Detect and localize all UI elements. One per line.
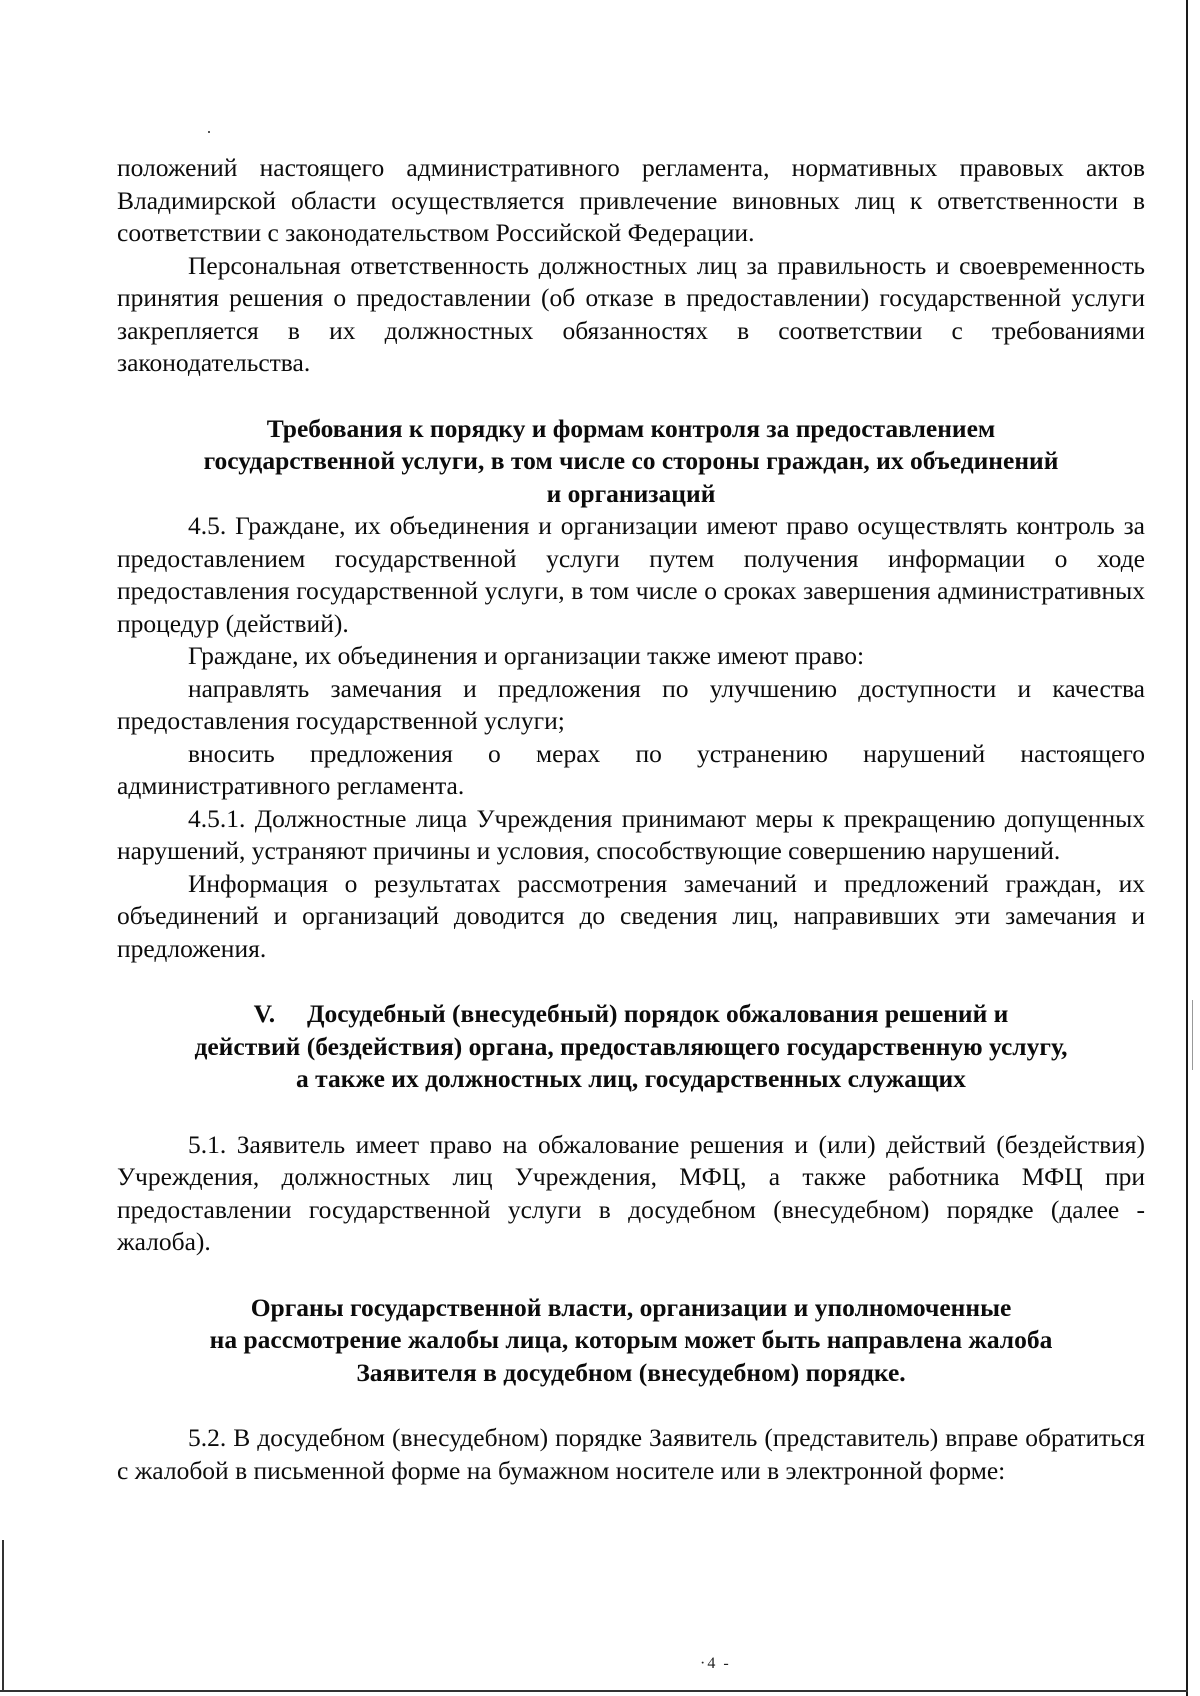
paragraph-results-info: Информация о результатах рассмотрения замечаний и предложений граждан, их объединений и организаций доводится до сведения лиц, направивших эти замечания и предложения. <box>117 868 1145 963</box>
scan-artifact-dot <box>208 131 210 133</box>
scan-mark-right <box>1192 1000 1193 1070</box>
heading-line: Заявителя в досудебном (внесудебном) порядке. <box>356 1357 906 1387</box>
paragraph-liability: положений настоящего административного регламента, нормативных правовых актов Владимирской области осуществляется привлечение виновных лиц к ответственности в соответствии с законодательством Российской Федерации. <box>117 153 1145 247</box>
paragraph-proposals: вносить предложения о мерах по устранению нарушений настоящего административного регламента. <box>117 738 1145 800</box>
scan-border-right <box>1186 0 1188 1696</box>
heading-line: и организаций <box>546 478 716 508</box>
scan-border-left <box>2 1540 4 1690</box>
heading-line: Требования к порядку и формам контроля за предоставлением <box>266 413 996 443</box>
document-body <box>117 152 1145 1487</box>
scan-border-bottom <box>0 1690 1188 1692</box>
heading-line: Органы государственной власти, организации и уполномоченные <box>250 1292 1012 1322</box>
heading-line: а также их должностных лиц, государственных служащих <box>296 1064 966 1093</box>
paragraph-4-5: 4.5. Граждане, их объединения и организации имеют право осуществлять контроль за предоставлением государственной услуги путем получения информации о ходе предоставления государственной услуги, в том числе о сроках завершения административных процедур (действий). <box>117 511 1145 638</box>
heading-line: государственной услуги, в том числе со стороны граждан, их объединений <box>203 446 1059 475</box>
heading-line: на рассмотрение жалобы лица, которым может быть направлена жалоба <box>209 1325 1053 1354</box>
paragraph-5-2: 5.2. В досудебном (внесудебном) порядке Заявитель (представитель) вправе обратиться с жалобой в письменной форме на бумажном носителе или в электронной форме: <box>117 1423 1145 1485</box>
paragraph-remarks: направлять замечания и предложения по улучшению доступности и качества предоставления государственной услуги; <box>117 673 1145 735</box>
heading-line: V. Досудебный (внесудебный) порядок обжалования решений и <box>253 999 1009 1028</box>
paragraph-personal-responsibility: Персональная ответственность должностных лиц за правильность и своевременность принятия решения о предоставлении (об отказе в предоставлении) государственной услуги закрепляется в их должностных обязанностях в соответствии с требованиями законодательства. <box>117 250 1145 377</box>
heading-section-v <box>117 998 1145 1096</box>
paragraph-5-1: 5.1. Заявитель имеет право на обжалование решения и (или) действий (бездействия) Учреждения, должностных лиц Учреждения, МФЦ, а также работника МФЦ при предоставлении государственной услуги в досудебном (внесудебном) порядке (далее - жалоба). <box>117 1129 1145 1256</box>
heading-complaint-bodies <box>117 1292 1145 1390</box>
paragraph-citizens-rights: Граждане, их объединения и организации также имеют право: <box>188 641 865 670</box>
heading-control-requirements <box>117 413 1145 511</box>
heading-line: действий (бездействия) органа, предоставляющего государственную услугу, <box>194 1031 1068 1061</box>
paragraph-4-5-1: 4.5.1. Должностные лица Учреждения принимают меры к прекращению допущенных нарушений, устраняют причины и условия, способствующие совершению нарушений. <box>117 803 1145 865</box>
page-number: ·4 - <box>700 1655 731 1672</box>
